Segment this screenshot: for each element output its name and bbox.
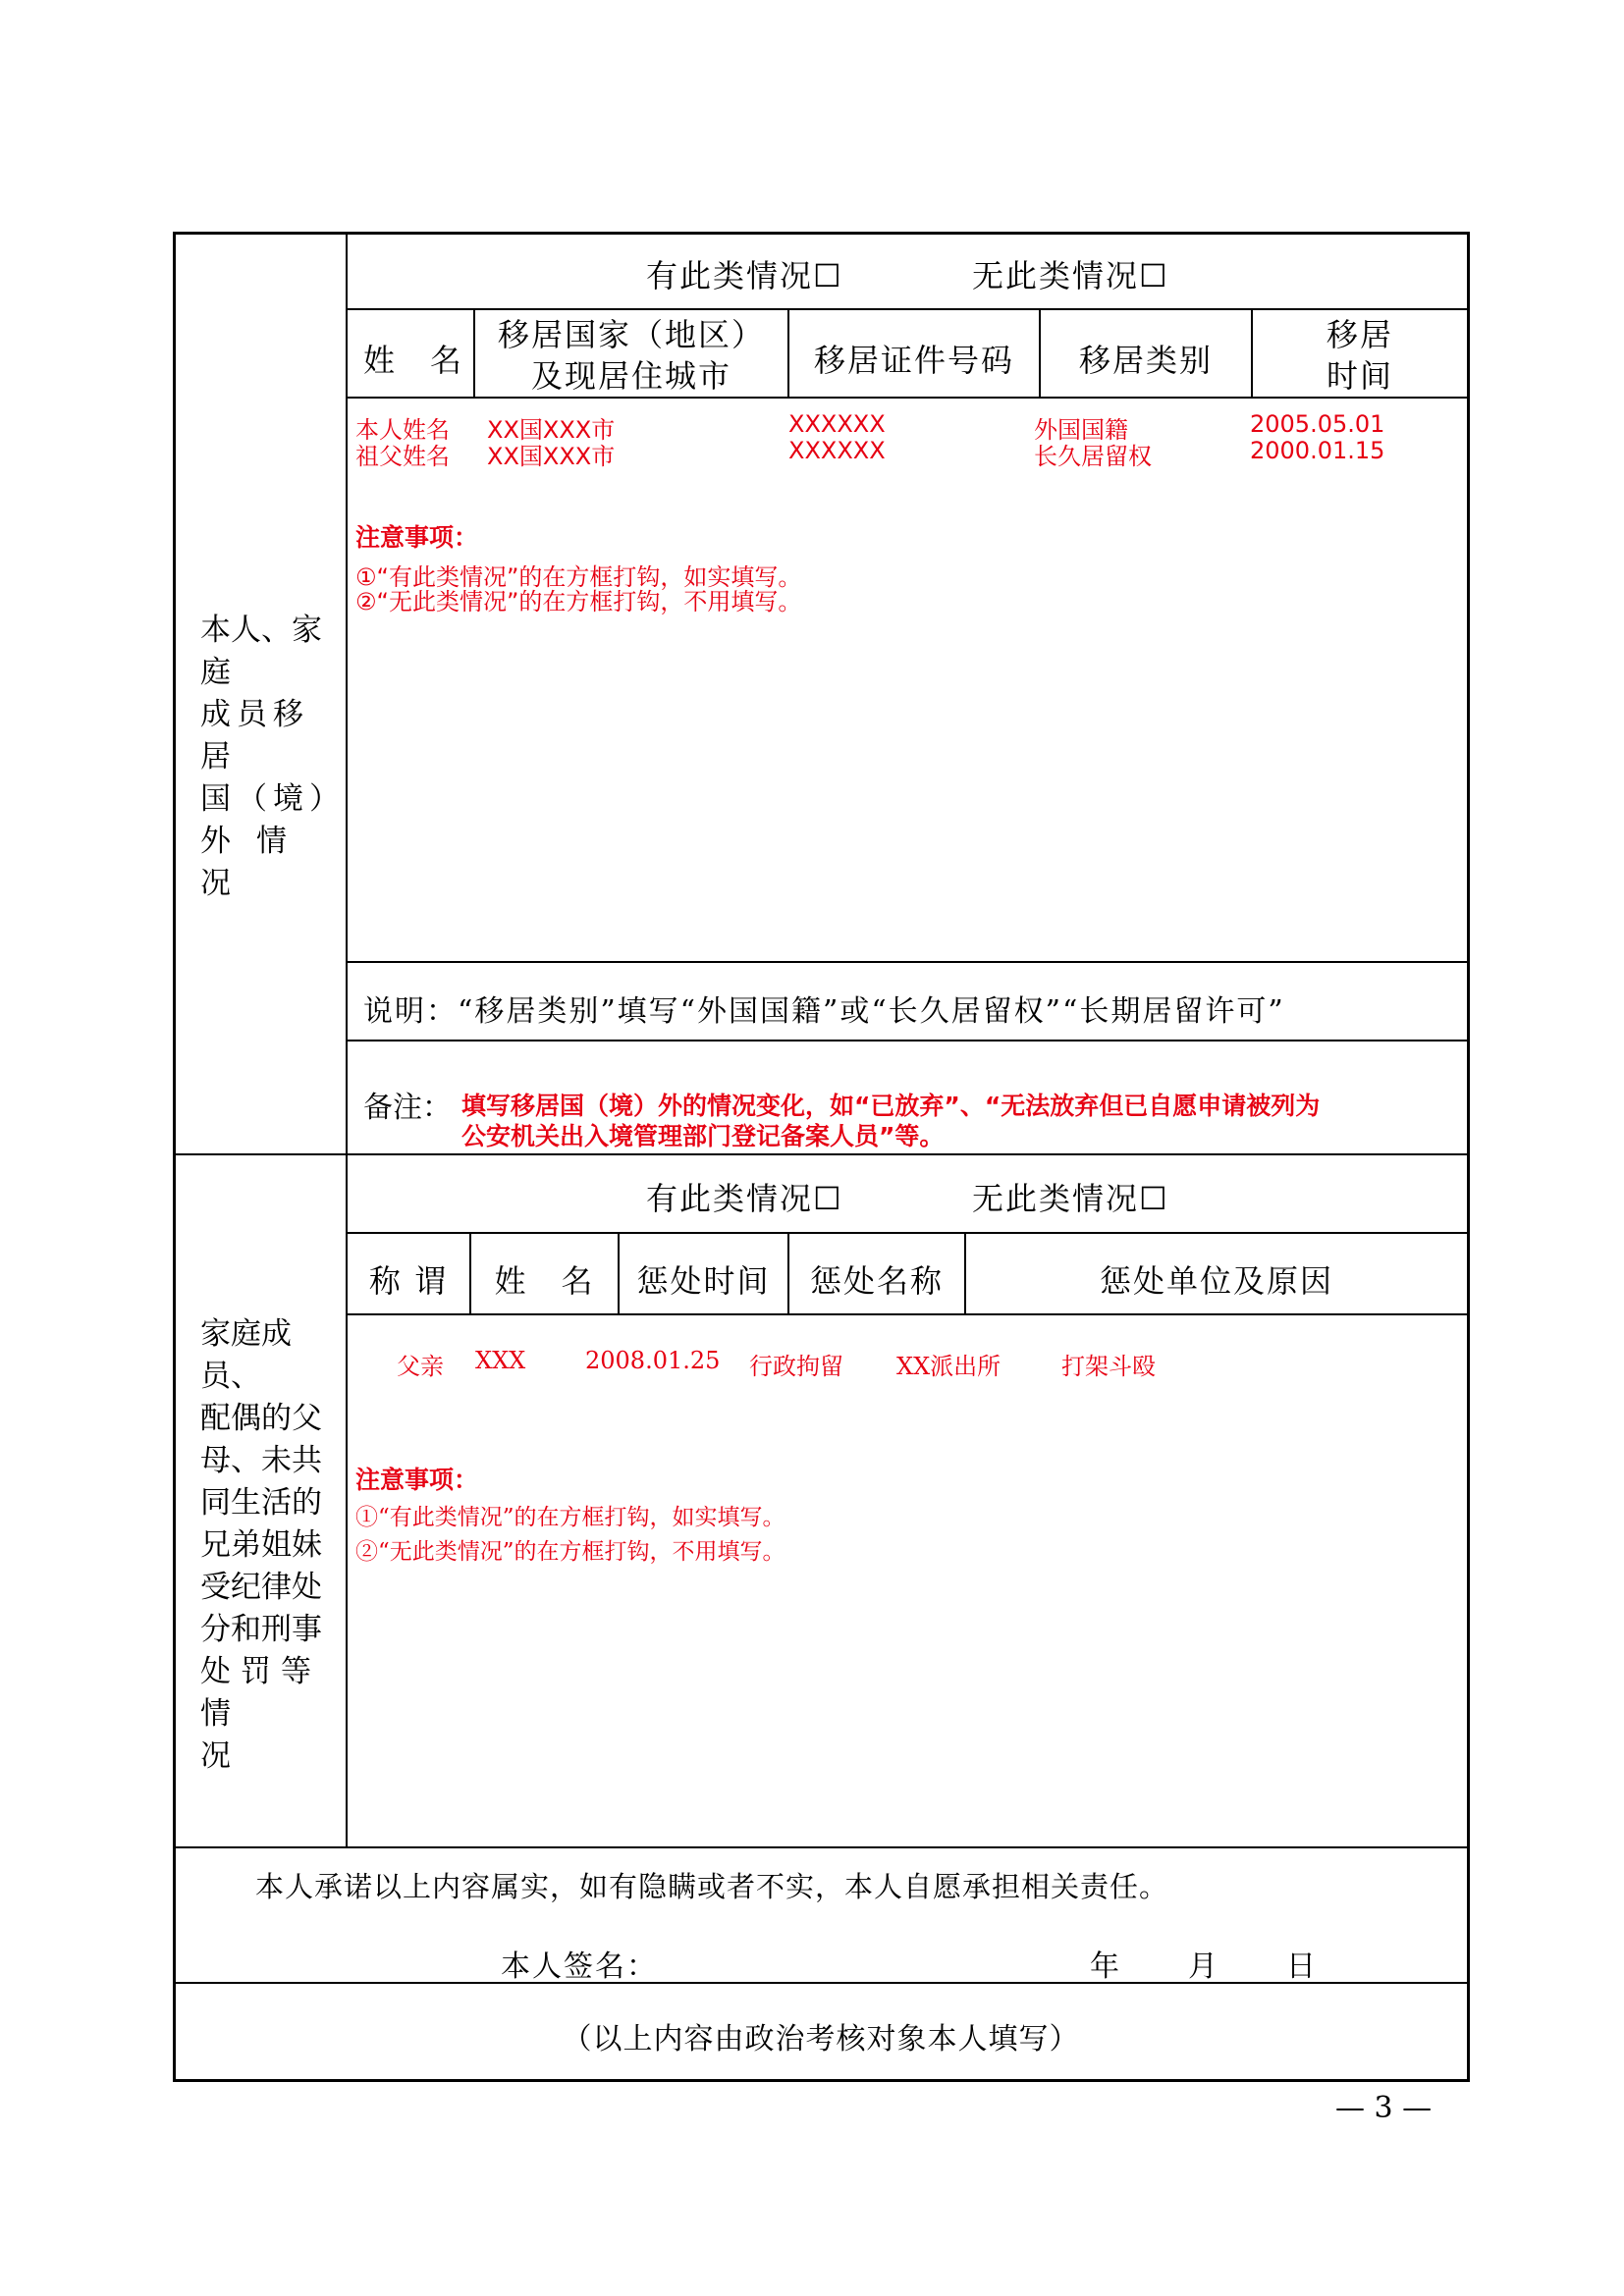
header-unit-reason: 惩处单位及原因 — [1099, 1262, 1333, 1300]
example-unit: XX派出所 — [896, 1353, 1001, 1380]
section2-label-line: 母、未共 — [200, 1443, 322, 1478]
example-penalty: 行政拘留 — [749, 1353, 843, 1380]
header-country-line1: 移居国家（地区） — [497, 316, 765, 353]
section1-status-no[interactable]: 无此类情况☐ — [972, 257, 1169, 294]
header-time-line1: 移居 — [1326, 316, 1393, 353]
example-reason: 打架斗殴 — [1061, 1353, 1156, 1380]
row1-place: XX国XXX市 — [487, 416, 616, 444]
remark-line-2: 公安机关出入境管理部门登记备案人员”等。 — [461, 1122, 945, 1150]
row2-category: 长久居留权 — [1034, 443, 1152, 470]
header-country-line2: 及现居住城市 — [530, 357, 731, 395]
row1-time: 2005.05.01 — [1250, 410, 1385, 438]
migration-category-explanation: 说明：“移居类别”填写“外国国籍”或“长久居留权”“长期居留许可” — [363, 994, 1285, 1029]
header-person-name: 姓 名 — [494, 1262, 595, 1300]
section2-notes-title: 注意事项： — [355, 1466, 479, 1494]
row1-cert: XXXXXX — [788, 410, 886, 438]
row2-cert: XXXXXX — [788, 437, 886, 464]
page-number: — 3 — — [1335, 2091, 1433, 2125]
row1-name: 本人姓名 — [355, 416, 450, 444]
row1-category: 外国国籍 — [1034, 416, 1128, 444]
section2-label-line: 同生活的 — [200, 1485, 322, 1521]
section2-label-line: 家庭成员、 — [200, 1316, 292, 1394]
row2-name: 祖父姓名 — [355, 443, 450, 470]
example-relation: 父亲 — [397, 1353, 444, 1380]
row2-time: 2000.01.15 — [1250, 437, 1385, 464]
section2-note-1: ①“有此类情况”的在方框打钩，如实填写。 — [355, 1505, 785, 1530]
header-relation: 称 谓 — [368, 1262, 449, 1300]
example-name: XXX — [475, 1347, 526, 1374]
section2-status-yes[interactable]: 有此类情况☐ — [646, 1180, 843, 1217]
header-country — [475, 314, 787, 397]
section1-label-line: 国（境） — [200, 781, 346, 817]
header-name: 姓 名 — [363, 342, 464, 379]
date-month: 月 — [1188, 1949, 1219, 1984]
row2-place: XX国XXX市 — [487, 443, 616, 470]
section1-notes-title: 注意事项： — [355, 523, 479, 552]
header-cert-no: 移居证件号码 — [813, 342, 1014, 379]
header-penalty-name: 惩处名称 — [809, 1262, 944, 1300]
section2-label-line: 受纪律处 — [200, 1570, 322, 1605]
section2-side-label — [200, 1313, 336, 1778]
pledge-text: 本人承诺以上内容属实，如有隐瞒或者不实，本人自愿承担相关责任。 — [255, 1870, 1169, 1903]
remark-line-1: 填写移居国（境）外的情况变化，如“已放弃”、“无法放弃但已自愿申请被列为 — [461, 1092, 1321, 1120]
section1-label-line: 成员移居 — [200, 697, 309, 774]
section1-side-label — [200, 610, 346, 905]
footer-note: （以上内容由政治考核对象本人填写） — [562, 2022, 1080, 2056]
section1-note-1: ①“有此类情况”的在方框打钩，如实填写。 — [355, 563, 802, 591]
header-time-line2: 时间 — [1326, 357, 1393, 395]
section1-status-yes[interactable]: 有此类情况☐ — [646, 257, 843, 294]
section2-label-line: 分和刑事 — [200, 1612, 322, 1647]
remark-label: 备注： — [363, 1091, 452, 1125]
header-category: 移居类别 — [1078, 342, 1213, 379]
section2-label-line: 处罚等 — [200, 1654, 321, 1689]
section1-label-line: 本人、家庭 — [200, 613, 322, 690]
section2-label-line: 情况 — [200, 1696, 299, 1774]
date-year: 年 — [1090, 1949, 1121, 1984]
section1-label-line: 外情况 — [200, 824, 312, 901]
section2-note-2: ②“无此类情况”的在方框打钩，不用填写。 — [355, 1539, 785, 1565]
section2-label-line: 配偶的父 — [200, 1401, 322, 1436]
section2-label-line: 兄弟姐妹 — [200, 1527, 322, 1563]
signature-label[interactable]: 本人签名： — [501, 1949, 658, 1984]
section2-status-no[interactable]: 无此类情况☐ — [972, 1180, 1169, 1217]
header-penalty-time: 惩处时间 — [636, 1262, 771, 1300]
header-time — [1253, 314, 1467, 397]
section1-note-2: ②“无此类情况”的在方框打钩，不用填写。 — [355, 588, 802, 615]
example-time: 2008.01.25 — [585, 1347, 721, 1374]
date-day: 日 — [1286, 1949, 1318, 1984]
